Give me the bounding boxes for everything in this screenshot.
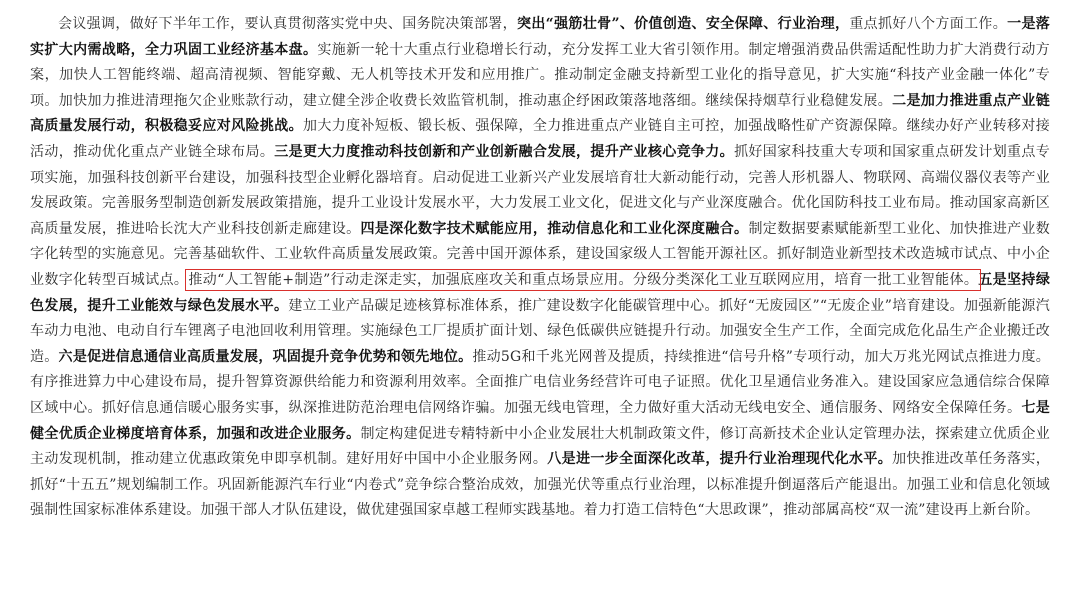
task-heading-2: 二是加力推进重点产业链高质量发展行动，积极稳妥应对风险挑战。 <box>30 92 1050 135</box>
task-body-7: 制定构建促进专精特新中小企业发展壮大机制政策文件，修订高新技术企业认定管理办法，探索建立优质企业主动发现机制，推动建立优惠政策免申即享机制。建好用好中国中小企业服务网。 <box>30 425 1050 468</box>
task-heading-8: 八是进一步全面深化改革，提升行业治理现代化水平。 <box>547 451 893 468</box>
article-paragraph <box>30 12 1050 524</box>
task-body-1: 实施新一轮十大重点行业稳增长行动，充分发挥工业大省引领作用。制定增强消费品供需适配性助力扩大消费行动方案，加快人工智能终端、超高清视频、智能穿戴、无人机等技术开发和应用推广。推动制定金融支持新型工业化的指导意见，扩大实施“科技产业金融一体化”专项。加快加力推进清理拖欠企业账款行动，建立健全涉企收费长效监管机制，推动惠企纾困政策落地落细。继续保持烟草行业稳健发展。 <box>30 41 1050 109</box>
task-heading-3: 三是更大力度推动科技创新和产业创新融合发展，提升产业核心竞争力。 <box>274 143 735 160</box>
task-heading-6: 六是促进信息通信业高质量发展，巩固提升竞争优势和领先地位。 <box>58 348 473 365</box>
task-heading-5: 五是坚持绿色发展，提升工业能效与绿色发展水平。 <box>30 271 1051 314</box>
task-body-6: 推动5G和千兆光网普及提质，持续推进“信号升格”专项行动，加大万兆光网试点推进力度。有序推进算力中心建设布局，提升智算资源供给能力和资源利用效率。全面推广电信业务经营许可电子证照。优化卫星通信业务准入。建设国家应急通信综合保障区域中心。抓好信息通信暖心服务实事，纵深推进防范治理电信网络诈骗。加强无线电管理，全力做好重大活动无线电安全、通信服务、网络安全保障任务。 <box>30 348 1050 416</box>
intro-text: 会议强调，做好下半年工作，要认真贯彻落实党中央、国务院决策部署， <box>58 16 517 32</box>
task-heading-4: 四是深化数字技术赋能应用，推动信息化和工业化深度融合。 <box>360 220 749 237</box>
task-body-3: 抓好国家科技重大专项和国家重点研发计划重点专项实施，加强科技创新平台建设，加强科技型企业孵化器培育。启动促进工业新兴产业发展培育壮大新动能行动，完善人形机器人、物联网、高端仪器仪表等产业发展政策。完善服务型制造创新发展政策措施，提升工业设计发展水平，大力发展工业文化，促进文化与产业深度融合。优化国防科技工业布局。推动国家高新区高质量发展，推进哈长沈大产业科技创新走廊建设。 <box>30 143 1050 237</box>
task-heading-1: 一是落实扩大内需战略，全力巩固工业经济基本盘。 <box>30 16 1050 58</box>
focus-keywords: 突出“强筋壮骨”、价值创造、安全保障、行业治理， <box>516 16 850 32</box>
body-text: 重点抓好八个方面工作。 <box>849 16 1008 32</box>
highlighted-passage: 推动“人工智能+制造”行动走深走实，加强底座攻关和重点场景应用。分级分类深化工业互联网应用，培育一批工业智能体。 <box>188 271 979 288</box>
task-body-4: 制定数据要素赋能新型工业化、加快推进产业数字化转型的实施意见。完善基础软件、工业软件高质量发展政策。完善中国开源体系，建设国家级人工智能开源社区。抓好制造业新型技术改造城市试点、中小企业数字化转型百城试点。 <box>30 220 1051 288</box>
article-body <box>30 12 1050 524</box>
task-heading-7: 七是健全优质企业梯度培育体系，加强和改进企业服务。 <box>30 399 1051 442</box>
task-body-2: 加大力度补短板、锻长板、强保障，全力推进重点产业链自主可控，加强战略性矿产资源保障。继续办好产业转移对接活动，推动优化重点产业链全球布局。 <box>30 118 1050 160</box>
task-body-5: 建立工业产品碳足迹核算标准体系，推广建设数字化能碳管理中心。抓好“无废园区”“无废企业”培育建设。加强新能源汽车动力电池、电动自行车锂离子电池回收利用管理。实施绿色工厂提质扩面计划、绿色低碳供应链提升行动。加强安全生产工作，全面完成危化品生产企业搬迁改造。 <box>30 297 1050 365</box>
task-body-8: 加快推进改革任务落实，抓好“十五五”规划编制工作。巩固新能源汽车行业“内卷式”竞争综合整治成效，加强光伏等重点行业治理，以标准提升倒逼落后产能退出。加强工业和信息化领域强制性国家标准体系建设。加强干部人才队伍建设，做优建强国家卓越工程师实践基地。着力打造工信特色“大思政课”，推动部属高校“双一流”建设再上新台阶。 <box>30 451 1050 519</box>
